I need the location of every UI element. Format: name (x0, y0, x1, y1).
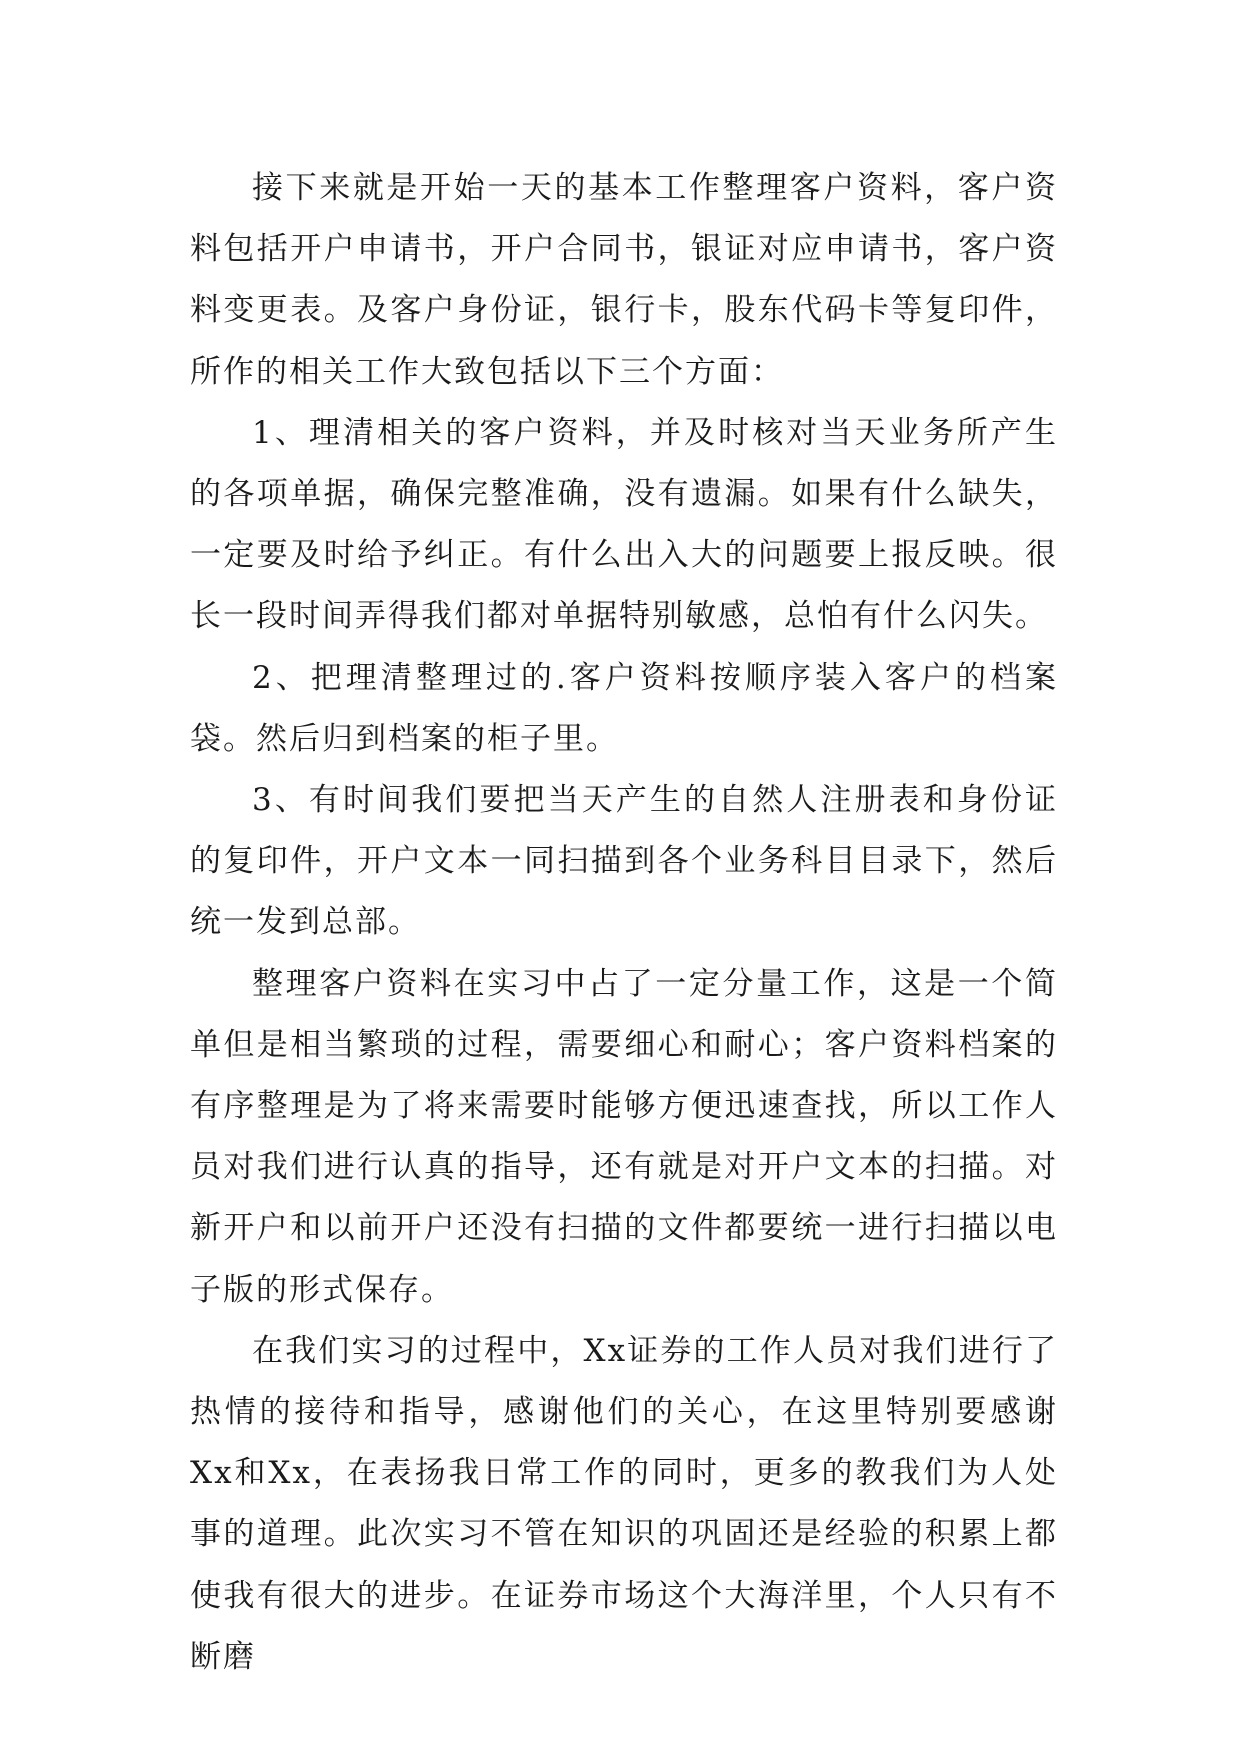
paragraph-summary: 整理客户资料在实习中占了一定分量工作，这是一个简单但是相当繁琐的过程，需要细心和耐心；客户资料档案的有序整理是为了将来需要时能够方便迅速查找，所以工作人员对我们进行认真的指导，还有就是对开户文本的扫描。对新开户和以前开户还没有扫描的文件都要统一进行扫描以电子版的形式保存。 (190, 965, 1058, 1308)
paragraph-item-1: 1、理清相关的客户资料，并及时核对当天业务所产生的各项单据，确保完整准确，没有遗漏。如果有什么缺失，一定要及时给予纠正。有什么出入大的问题要上报反映。很长一段时间弄得我们都对单据特别敏感，总怕有什么闪失。 (190, 414, 1058, 635)
paragraph-intro: 接下来就是开始一天的基本工作整理客户资料，客户资料包括开户申请书，开户合同书，银证对应申请书，客户资料变更表。及客户身份证，银行卡，股东代码卡等复印件，所作的相关工作大致包括以下三个方面： (190, 170, 1058, 390)
paragraph-thanks: 在我们实习的过程中，Xx证券的工作人员对我们进行了热情的接待和指导，感谢他们的关心，在这里特别要感谢Xx和Xx，在表扬我日常工作的同时，更多的教我们为人处事的道理。此次实习不管在知识的巩固还是经验的积累上都使我有很大的进步。在证券市场这个大海洋里，个人只有不断磨 (190, 1332, 1058, 1675)
paragraph-item-3: 3、有时间我们要把当天产生的自然人注册表和身份证的复印件，开户文本一同扫描到各个业务科目目录下，然后统一发到总部。 (190, 782, 1058, 941)
document-body (190, 158, 1058, 1688)
paragraph-item-2: 2、把理清整理过的.客户资料按顺序装入客户的档案袋。然后归到档案的柜子里。 (190, 659, 1058, 757)
